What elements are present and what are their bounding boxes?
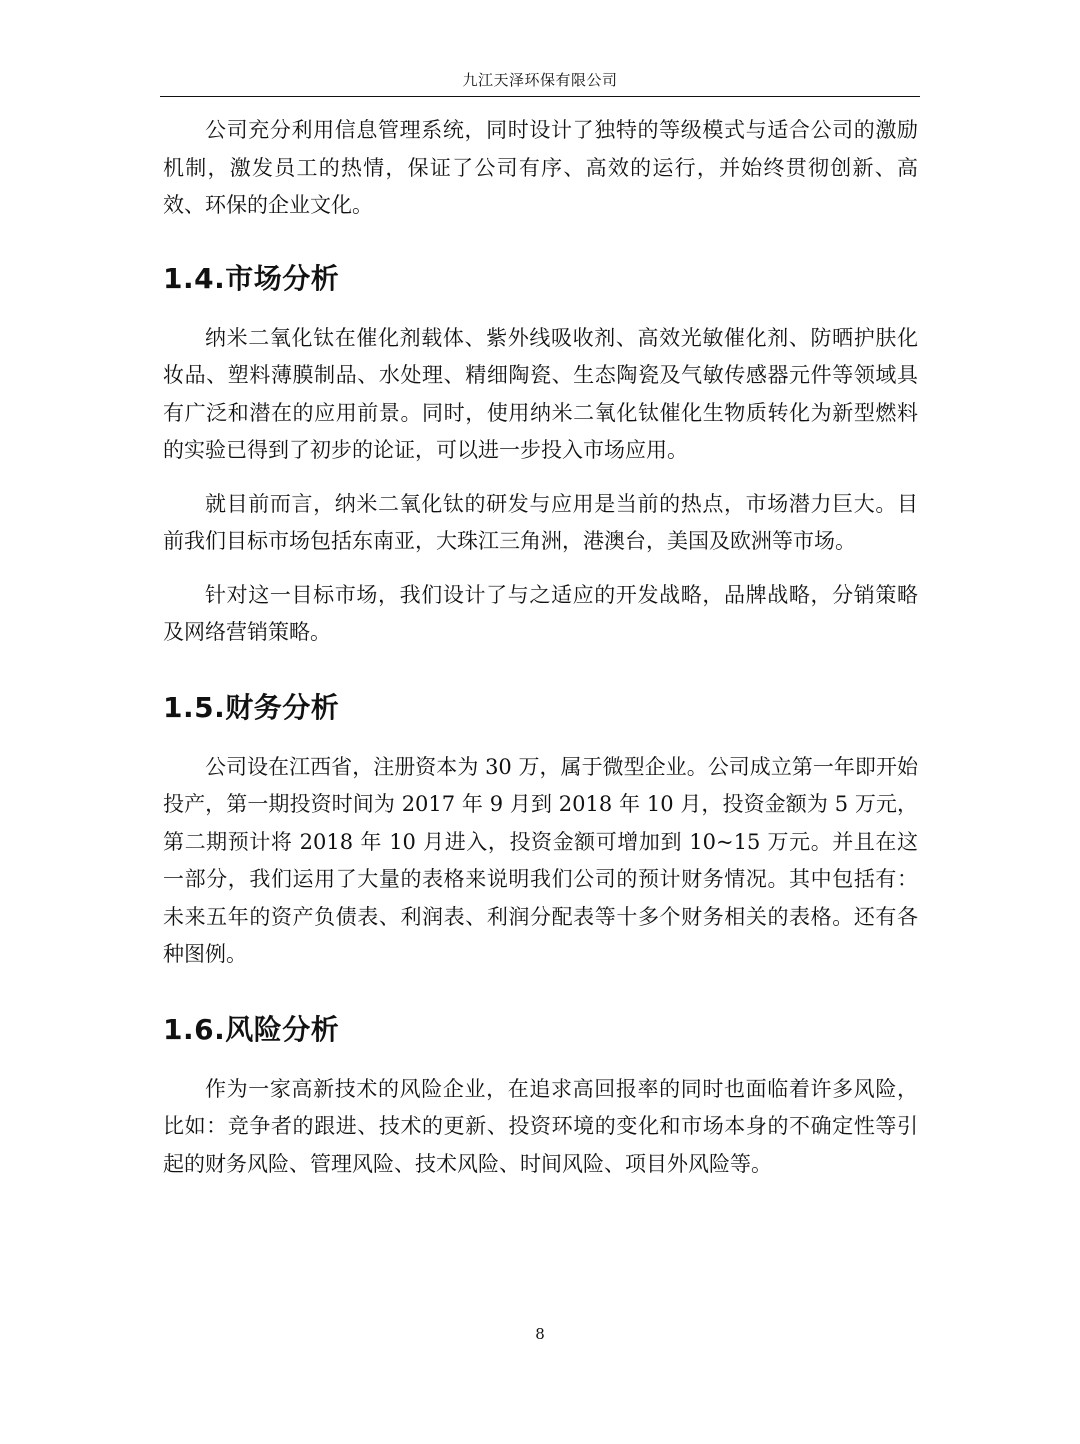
risk-paragraph-1: 作为一家高新技术的风险企业，在追求高回报率的同时也面临着许多风险，比如：竞争者的跟进、技术的更新、投资环境的变化和市场本身的不确定性等引起的财务风险、管理风险、技术风险、时间风险、项目外风险等。 <box>163 1076 918 1176</box>
section-title: 市场分析 <box>225 261 340 295</box>
section-number: 1.5. <box>163 690 226 724</box>
section-number: 1.6. <box>163 1012 226 1046</box>
page-content <box>163 112 918 1183</box>
finance-paragraph-1: 公司设在江西省，注册资本为 30 万，属于微型企业。公司成立第一年即开始投产，第一期投资时间为 2017 年 9 月到 2018 年 10 月，投资金额为 5 万元，第二期预计将 2018 年 10 月进入，投资金额可增加到 10~15 万元。并且在这一部分，我们运用了大量的表格来说明我们公司的预计财务情况。其中包括有：未来五年的资产负债表、利润表、利润分配表等十多个财务相关的表格。还有各种图例。 <box>163 754 918 966</box>
section-title: 财务分析 <box>225 690 340 724</box>
market-paragraph-3: 针对这一目标市场，我们设计了与之适应的开发战略，品牌战略，分销策略及网络营销策略。 <box>163 582 918 644</box>
section-number: 1.4. <box>163 261 226 295</box>
market-paragraph-2: 就目前而言，纳米二氧化钛的研发与应用是当前的热点，市场潜力巨大。目前我们目标市场包括东南亚，大珠江三角洲，港澳台，美国及欧洲等市场。 <box>163 491 918 553</box>
intro-paragraph: 公司充分利用信息管理系统，同时设计了独特的等级模式与适合公司的激励机制，激发员工的热情，保证了公司有序、高效的运行，并始终贯彻创新、高效、环保的企业文化。 <box>163 118 918 217</box>
page-number: 8 <box>535 1325 545 1343</box>
section-heading-risk <box>163 1010 918 1050</box>
section-heading-market <box>163 259 918 299</box>
header-divider <box>160 96 920 97</box>
page-header-company: 九江天泽环保有限公司 <box>462 71 618 89</box>
market-paragraph-1: 纳米二氧化钛在催化剂载体、紫外线吸收剂、高效光敏催化剂、防晒护肤化妆品、塑料薄膜制品、水处理、精细陶瓷、生态陶瓷及气敏传感器元件等领域具有广泛和潜在的应用前景。同时，使用纳米二氧化钛催化生物质转化为新型燃料的实验已得到了初步的论证，可以进一步投入市场应用。 <box>163 325 918 462</box>
section-title: 风险分析 <box>225 1012 340 1046</box>
section-heading-finance <box>163 688 918 728</box>
